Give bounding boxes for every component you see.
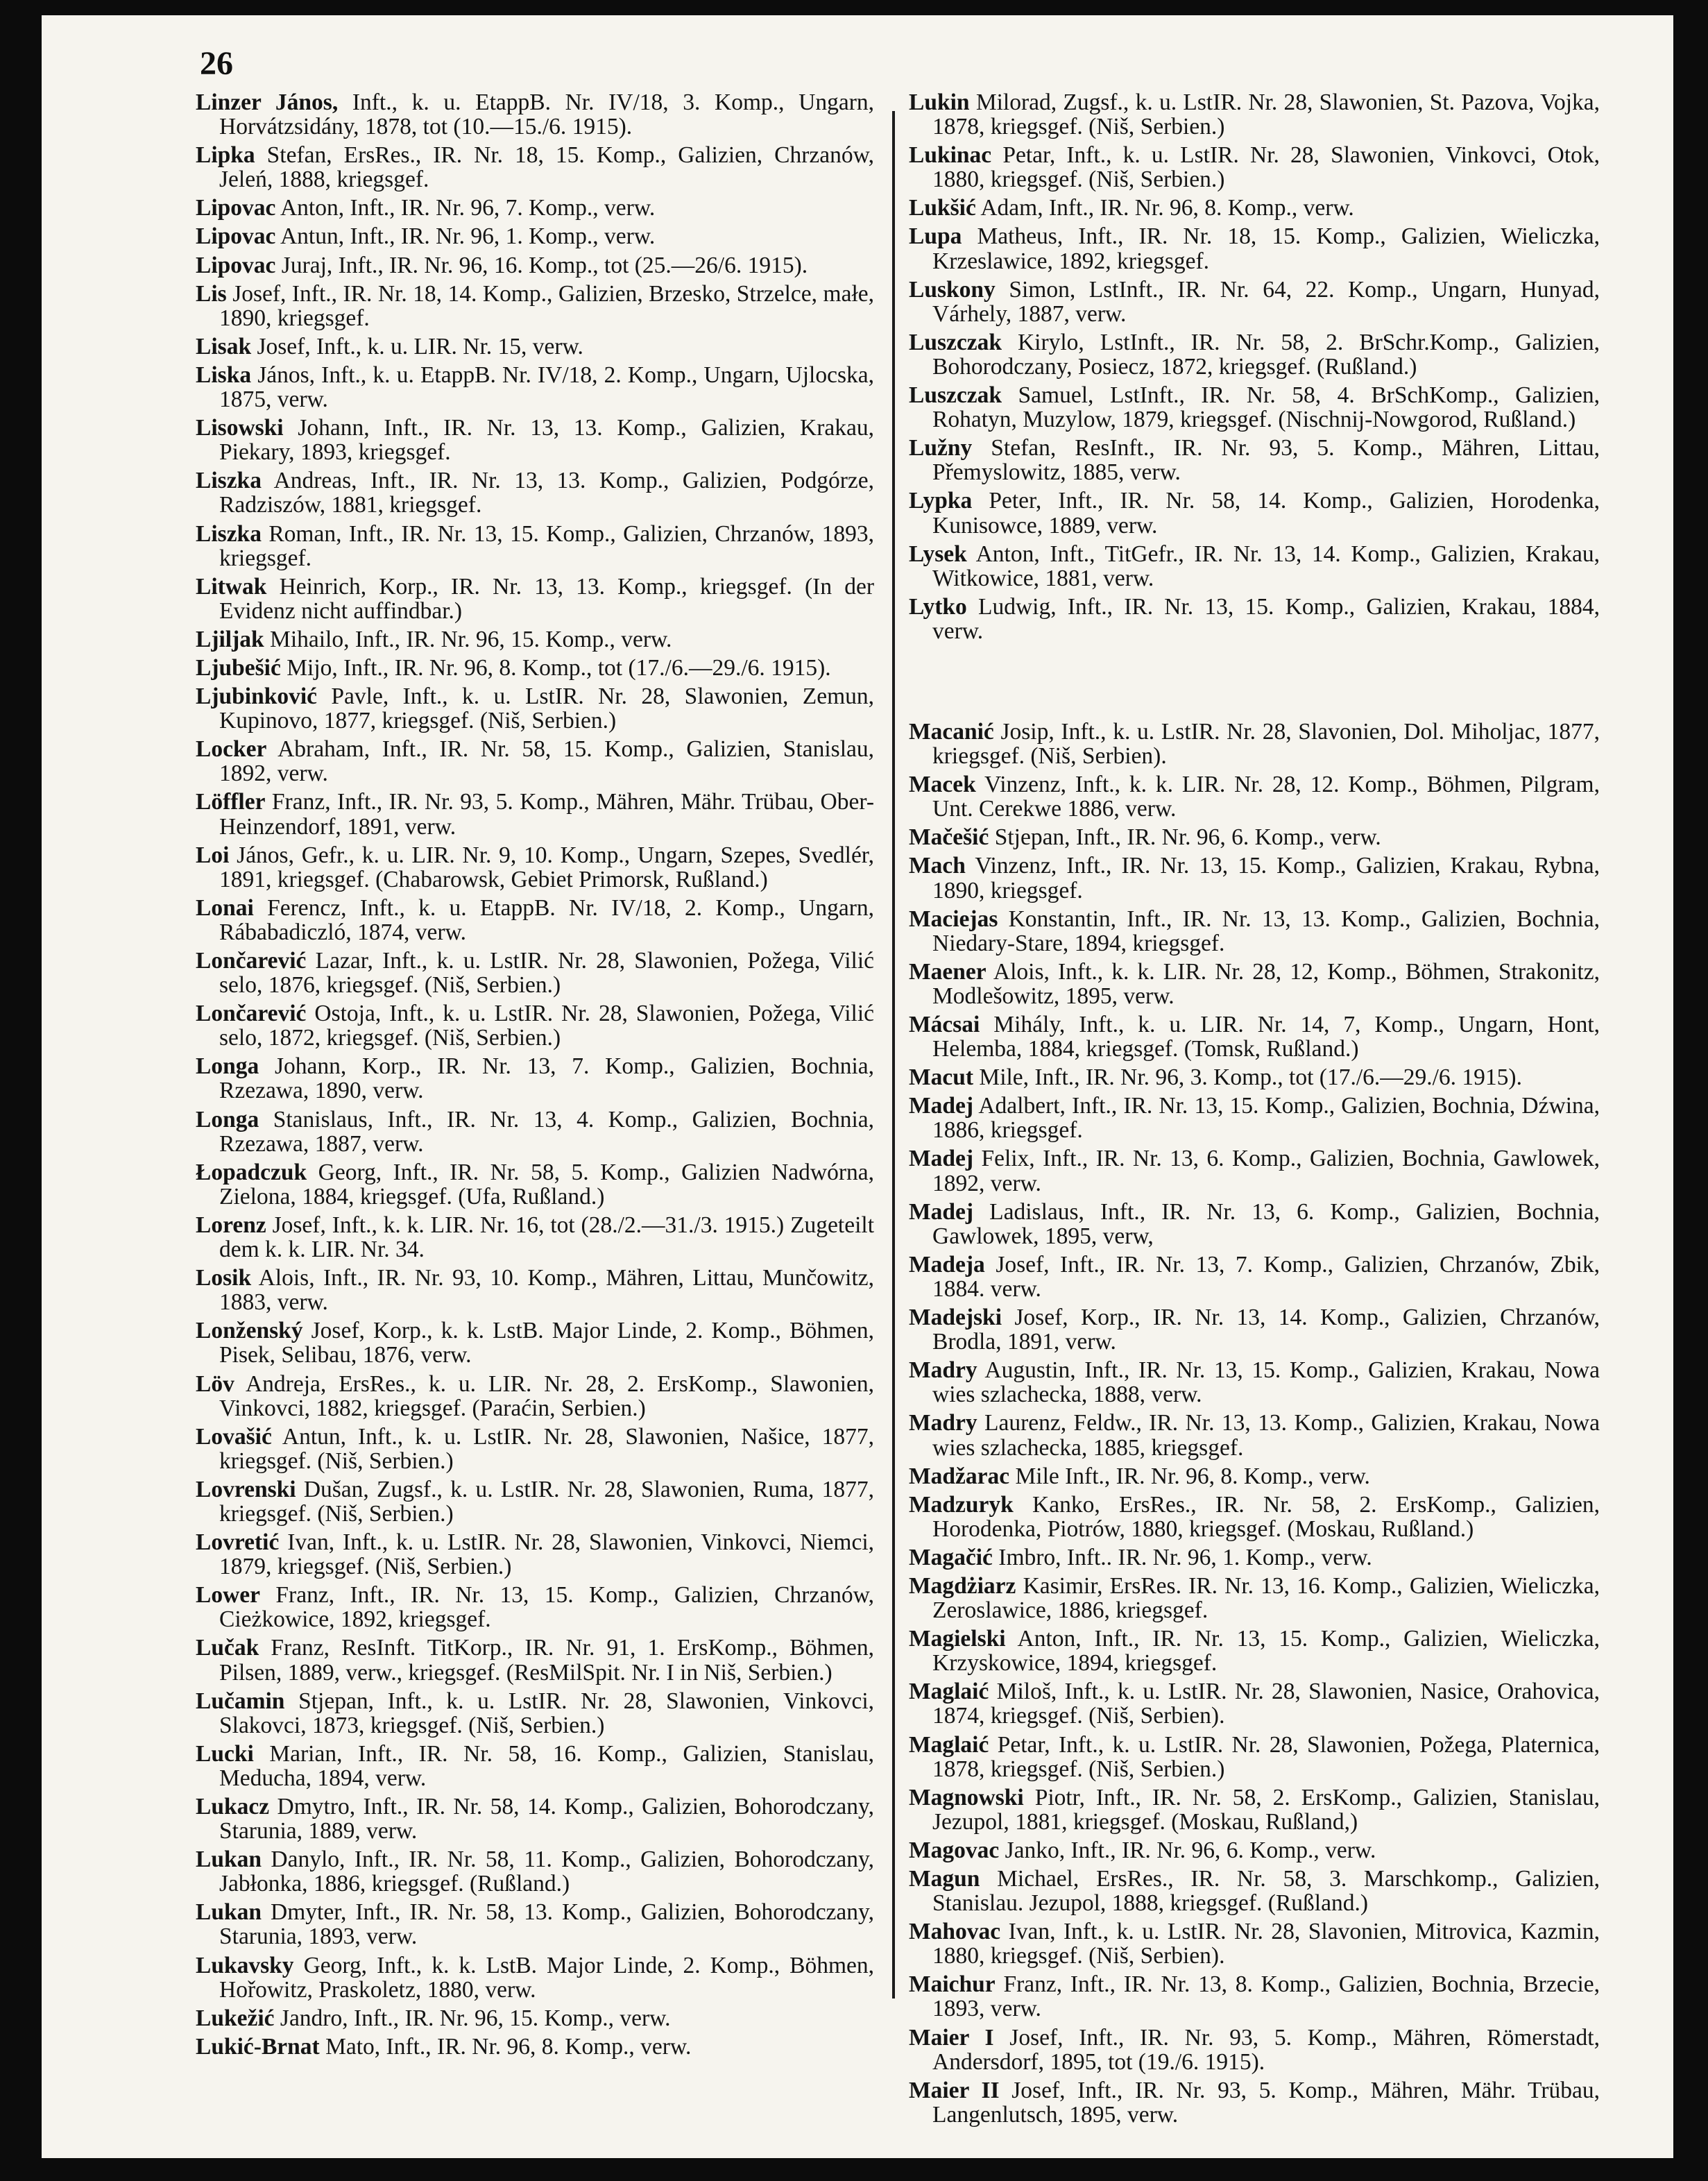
entry-details: Josef, Inft., IR. Nr. 93, 5. Komp., Mähren, Römerstadt, Andersdorf, 1895, tot (19./6. 1915). bbox=[932, 2024, 1600, 2075]
entry bbox=[196, 253, 874, 278]
entry-details: Juraj, Inft., IR. Nr. 96, 16. Komp., tot (25.—26/6. 1915). bbox=[281, 252, 808, 278]
entry-details: Piotr, Inft., IR. Nr. 58, 2. ErsKomp., Galizien, Stanislau, Jezupol, 1881, kriegsgef. (Moskau, Rußland,) bbox=[932, 1784, 1600, 1835]
entry-details: Ludwig, Inft., IR. Nr. 13, 15. Komp., Galizien, Krakau, 1884, verw. bbox=[932, 593, 1600, 644]
entry bbox=[909, 224, 1600, 273]
entry bbox=[909, 1785, 1600, 1834]
entry-details: Roman, Inft., IR. Nr. 13, 15. Komp., Galizien, Chrzanów, 1893, kriegsgef. bbox=[219, 520, 874, 571]
entry-details: Adalbert, Inft., IR. Nr. 13, 15. Komp., Galizien, Bochnia, Dźwina, 1886, kriegsgef. bbox=[932, 1093, 1600, 1144]
entry bbox=[196, 522, 874, 570]
entry bbox=[909, 1627, 1600, 1675]
entry-name: Lorenz bbox=[196, 1212, 266, 1238]
entry bbox=[909, 1464, 1600, 1488]
entry-details: Antun, Inft., IR. Nr. 96, 1. Komp., verw. bbox=[280, 223, 656, 250]
entry bbox=[909, 907, 1600, 956]
entry-name: Lis bbox=[196, 280, 227, 307]
entry-details: Mile, Inft., IR. Nr. 96, 3. Komp., tot (17./6.—29./6. 1915). bbox=[979, 1064, 1522, 1091]
entry-name: Madej bbox=[909, 1198, 974, 1225]
entry bbox=[196, 334, 874, 359]
entry-name: Longa bbox=[196, 1106, 259, 1132]
entry-details: Laurenz, Feldw., IR. Nr. 13, 13. Komp., Galizien, Krakau, Nowa wies szlachecka, 1885, kriegsgef. bbox=[932, 1410, 1600, 1461]
entry-details: Andreja, ErsRes., k. u. LIR. Nr. 28, 2. ErsKomp., Slawonien, Vinkovci, 1882, kriegsgef. (Paraćin, Serbien.) bbox=[219, 1370, 874, 1421]
entry-details: Josef, Inft., IR. Nr. 93, 5. Komp., Mähren, Mähr. Trübau, Langenlutsch, 1895, verw. bbox=[932, 2077, 1600, 2128]
entry-details: Mihály, Inft., k. u. LIR. Nr. 14, 7, Komp., Ungarn, Hont, Helemba, 1884, kriegsgef. (Tomsk, Rußland.) bbox=[932, 1012, 1600, 1062]
entry-name: Lytko bbox=[909, 593, 967, 620]
entry bbox=[909, 1574, 1600, 1622]
entry-name: Lukšić bbox=[909, 195, 976, 221]
entry-name: Lipka bbox=[196, 142, 255, 169]
entry-details: Inft., k. u. EtappB. Nr. IV/18, 3. Komp., Ungarn, Horvátzsidány, 1878, tot (10.—15./6. 1915). bbox=[219, 90, 875, 140]
entry-details: Georg, Inft., IR. Nr. 58, 5. Komp., Galizien Nadwórna, Zielona, 1884, kriegsgef. (Ufa, Rußland.) bbox=[219, 1159, 875, 1210]
entry bbox=[196, 1530, 874, 1579]
entry bbox=[196, 2006, 874, 2030]
entry-details: Alois, Inft., k. k. LIR. Nr. 28, 12, Komp., Böhmen, Strakonitz, Modlešowitz, 1895, verw. bbox=[932, 958, 1600, 1009]
entry-details: Mijo, Inft., IR. Nr. 96, 8. Komp., tot (17./6.—29./6. 1915). bbox=[287, 654, 831, 681]
entry bbox=[909, 1012, 1600, 1061]
entry-name: Liszka bbox=[196, 520, 262, 547]
column-divider bbox=[892, 111, 895, 1998]
entry-name: Löffler bbox=[196, 789, 266, 815]
entry-details: János, Gefr., k. u. LIR. Nr. 9, 10. Komp., Ungarn, Szepes, Svedlér, 1891, kriegsgef. (Chabarowsk, Gebiet Primorsk, Rußland.) bbox=[219, 842, 874, 892]
entry bbox=[196, 1108, 874, 1156]
entry-name: Macanić bbox=[909, 718, 994, 745]
entry bbox=[196, 143, 874, 192]
entry-name: Loi bbox=[196, 842, 230, 868]
entry-details: Kirylo, LstInft., IR. Nr. 58, 2. BrSchr.Komp., Galizien, Bohorodczany, Posiecz, 1872, kriegsgef. (Rußland.) bbox=[932, 329, 1600, 380]
entry-name: Mahovac bbox=[909, 1919, 1001, 1945]
entry-name: Ljiljak bbox=[196, 626, 264, 652]
entry-details: Ostoja, Inft., k. u. LstIR. Nr. 28, Slawonien, Požega, Vilić selo, 1872, kriegsgef. (Niš, Serbien.) bbox=[219, 1001, 874, 1051]
entry-details: Miloš, Inft., k. u. LstIR. Nr. 28, Slawonien, Nasice, Orahovica, 1874, kriegsgef. (Niš, Serbien). bbox=[932, 1679, 1600, 1729]
entry bbox=[909, 278, 1600, 326]
entry-details: Ivan, Inft., k. u. LstIR. Nr. 28, Slavonien, Mitrovica, Kazmin, 1880, kriegsgef. (Niš, Serbien). bbox=[932, 1919, 1600, 1969]
entry bbox=[909, 1733, 1600, 1781]
entry-details: Mile Inft., IR. Nr. 96, 8. Komp., verw. bbox=[1015, 1463, 1370, 1489]
entry-name: Maener bbox=[909, 958, 987, 985]
entry bbox=[196, 575, 874, 623]
entry bbox=[196, 196, 874, 220]
entry bbox=[909, 1358, 1600, 1407]
entry-name: Lipovac bbox=[196, 252, 276, 278]
entry-details: Stjepan, Inft., k. u. LstIR. Nr. 28, Slawonien, Vinkovci, Slakovci, 1873, kriegsgef. (Niš, Serbien.) bbox=[219, 1688, 875, 1738]
entry-details: Franz, Inft., IR. Nr. 13, 8. Komp., Galizien, Bochnia, Brzecie, 1893, verw. bbox=[932, 1971, 1600, 2022]
entry-name: Magovac bbox=[909, 1837, 1000, 1863]
entry-details: Adam, Inft., IR. Nr. 96, 8. Komp., verw. bbox=[980, 195, 1354, 221]
entry-details: Vinzenz, Inft., IR. Nr. 13, 15. Komp., Galizien, Krakau, Rybna, 1890, kriegsgef. bbox=[932, 853, 1600, 903]
entry-name: Madejski bbox=[909, 1305, 1002, 1331]
entry-details: Stefan, ErsRes., IR. Nr. 18, 15. Komp., Galizien, Chrzanów, Jeleń, 1888, kriegsgef. bbox=[219, 142, 874, 193]
entry-details: Matheus, Inft., IR. Nr. 18, 15. Komp., Galizien, Wieliczka, Krzeslawice, 1892, kriegsgef. bbox=[932, 223, 1600, 274]
entry bbox=[196, 1318, 874, 1367]
right-column-l-entries bbox=[909, 90, 1600, 643]
entry-name: Macut bbox=[909, 1064, 974, 1091]
entry bbox=[909, 595, 1600, 643]
entry-name: Litwak bbox=[196, 573, 267, 600]
entry-details: Pavle, Inft., k. u. LstIR. Nr. 28, Slawonien, Zemun, Kupinovo, 1877, kriegsgef. (Niš, Serbien.) bbox=[219, 684, 875, 734]
entry-details: Mato, Inft., IR. Nr. 96, 8. Komp., verw. bbox=[325, 2033, 692, 2060]
entry-name: Magdżiarz bbox=[909, 1572, 1016, 1599]
entry bbox=[196, 416, 874, 464]
entry-name: Macek bbox=[909, 772, 976, 798]
entry-name: Ljubešić bbox=[196, 654, 281, 681]
entry-name: Maier I bbox=[909, 2024, 994, 2051]
entry bbox=[196, 224, 874, 248]
entry-details: Abraham, Inft., IR. Nr. 58, 15. Komp., Galizien, Stanislau, 1892, verw. bbox=[219, 736, 875, 787]
entry-name: Lukežić bbox=[196, 2005, 275, 2031]
entry-details: Heinrich, Korp., IR. Nr. 13, 13. Komp., kriegsgef. (In der Evidenz nicht auffindbar.) bbox=[219, 573, 875, 624]
entry-name: Losik bbox=[196, 1265, 252, 1291]
entry bbox=[196, 1477, 874, 1526]
entry-name: Madžarac bbox=[909, 1463, 1010, 1489]
entry-name: Madzuryk bbox=[909, 1491, 1014, 1518]
entry-name: Lužny bbox=[909, 435, 973, 461]
entry-name: Luskony bbox=[909, 276, 996, 303]
entry bbox=[909, 383, 1600, 432]
entry-details: Janko, Inft., IR. Nr. 96, 6. Komp., verw. bbox=[1005, 1837, 1376, 1863]
scan-border-left bbox=[0, 0, 42, 2181]
entry-details: Stefan, ResInft., IR. Nr. 93, 5. Komp., Mähren, Littau, Přemyslowitz, 1885, verw. bbox=[932, 435, 1600, 486]
entry-name: Lisowski bbox=[196, 415, 284, 441]
entry-name: Liszka bbox=[196, 468, 262, 494]
entry-name: Lonai bbox=[196, 894, 254, 921]
entry-name: Maier II bbox=[909, 2077, 1000, 2103]
entry-name: Madry bbox=[909, 1357, 977, 1384]
entry-details: Franz, Inft., IR. Nr. 13, 15. Komp., Galizien, Chrzanów, Cieżkowice, 1892, kriegsgef. bbox=[219, 1582, 875, 1633]
entry bbox=[909, 1253, 1600, 1301]
entry-name: Lukan bbox=[196, 1899, 262, 1926]
entry-details: Milorad, Zugsf., k. u. LstIR. Nr. 28, Slawonien, St. Pazova, Vojka, 1878, kriegsgef. (Niš, Serbien.) bbox=[932, 90, 1600, 140]
entry-name: Ljubinković bbox=[196, 684, 318, 710]
entry bbox=[196, 843, 874, 892]
entry-details: Danylo, Inft., IR. Nr. 58, 11. Komp., Galizien, Bohorodczany, Jabłonka, 1886, kriegsgef. (Rußland.) bbox=[219, 1847, 874, 1897]
entry-details: Mihailo, Inft., IR. Nr. 96, 15. Komp., verw. bbox=[270, 626, 672, 652]
entry-details: Alois, Inft., IR. Nr. 93, 10. Komp., Mähren, Littau, Munčowitz, 1883, verw. bbox=[219, 1265, 874, 1316]
entry bbox=[196, 684, 874, 733]
entry bbox=[196, 1054, 874, 1103]
entry-details: Felix, Inft., IR. Nr. 13, 6. Komp., Galizien, Bochnia, Gawlowek, 1892, verw. bbox=[932, 1146, 1600, 1196]
entry bbox=[909, 1146, 1600, 1195]
entry-details: János, Inft., k. u. EtappB. Nr. IV/18, 2. Komp., Ungarn, Ujlocska, 1875, verw. bbox=[219, 362, 874, 413]
entry-name: Mačešić bbox=[909, 824, 989, 851]
entry bbox=[196, 2035, 874, 2059]
entry-name: Lučamin bbox=[196, 1688, 285, 1714]
entry-details: Michael, ErsRes., IR. Nr. 58, 3. Marschkomp., Galizien, Stanislau. Jezupol, 1888, kriegsgef. (Rußland.) bbox=[932, 1866, 1600, 1917]
entry-name: Lovrenski bbox=[196, 1476, 296, 1502]
entry-details: Petar, Inft., k. u. LstIR. Nr. 28, Slawonien, Vinkovci, Otok, 1880, kriegsgef. (Niš, Serbien.) bbox=[932, 142, 1600, 193]
entry-name: Magačić bbox=[909, 1544, 993, 1570]
page-number: 26 bbox=[200, 45, 233, 82]
entry-name: Lovašić bbox=[196, 1423, 272, 1450]
entry bbox=[909, 90, 1600, 139]
entry bbox=[909, 1493, 1600, 1541]
entry-details: Augustin, Inft., IR. Nr. 13, 15. Komp., Galizien, Krakau, Nowa wies szlachecka, 1888, verw. bbox=[932, 1357, 1600, 1408]
entry-name: Mácsai bbox=[909, 1012, 980, 1037]
entry-details: Samuel, LstInft., IR. Nr. 58, 4. BrSchKomp., Galizien, Rohatyn, Muzylow, 1879, kriegsgef. (Nischnij-Nowgorod, Rußland.) bbox=[932, 382, 1600, 433]
entry bbox=[909, 854, 1600, 902]
entry-details: Josip, Inft., k. u. LstIR. Nr. 28, Slavonien, Dol. Miholjac, 1877, kriegsgef. (Niš, Serbien). bbox=[932, 718, 1600, 770]
entry-details: Jandro, Inft., IR. Nr. 96, 15. Komp., verw. bbox=[280, 2005, 671, 2031]
right-column-m-entries bbox=[909, 720, 1600, 2127]
entry bbox=[909, 1411, 1600, 1459]
entry-name: Madej bbox=[909, 1146, 974, 1172]
entry-name: Lysek bbox=[909, 541, 967, 567]
entry-name: Lisak bbox=[196, 333, 252, 359]
entry-details: Ivan, Inft., k. u. LstIR. Nr. 28, Slawonien, Vinkovci, Niemci, 1879, kriegsgef. (Niš, Serbien.) bbox=[219, 1529, 875, 1580]
entry-details: Franz, ResInft. TitKorp., IR. Nr. 91, 1. ErsKomp., Böhmen, Pilsen, 1889, verw., kriegsgef. (ResMilSpit. Nr. I in Niš, Serbien.) bbox=[219, 1635, 875, 1686]
entry-details: Josef, Inft., IR. Nr. 18, 14. Komp., Galizien, Brzesko, Strzelce, małe, 1890, kriegsgef. bbox=[219, 280, 874, 331]
entry-name: Lukacz bbox=[196, 1794, 270, 1819]
entry-details: Petar, Inft., k. u. LstIR. Nr. 28, Slawonien, Požega, Platernica, 1878, kriegsgef. (Niš, Serbien.) bbox=[932, 1731, 1600, 1782]
entry bbox=[909, 2078, 1600, 2127]
entry bbox=[909, 196, 1600, 220]
entry-details: Ferencz, Inft., k. u. EtappB. Nr. IV/18, 2. Komp., Ungarn, Rábabadiczló, 1874, verw. bbox=[219, 894, 874, 945]
entry bbox=[196, 1847, 874, 1896]
entry-name: Lovretić bbox=[196, 1529, 280, 1556]
left-column bbox=[196, 90, 874, 2063]
entry-name: Lupa bbox=[909, 223, 962, 250]
section-gap bbox=[909, 647, 1600, 720]
entry bbox=[196, 1001, 874, 1050]
entry bbox=[909, 2026, 1600, 2074]
entry-details: Stanislaus, Inft., IR. Nr. 13, 4. Komp., Galizien, Bochnia, Rzezawa, 1887, verw. bbox=[219, 1106, 874, 1157]
entry-name: Maichur bbox=[909, 1971, 996, 1998]
entry bbox=[196, 1425, 874, 1473]
scan-border-right bbox=[1673, 0, 1708, 2181]
entry-details: Dmytro, Inft., IR. Nr. 58, 14. Komp., Galizien, Bohorodczany, Starunia, 1889, verw. bbox=[219, 1794, 874, 1844]
entry-name: Luszczak bbox=[909, 382, 1002, 409]
entry-name: Madej bbox=[909, 1093, 974, 1119]
entry-name: Łopadczuk bbox=[196, 1159, 307, 1185]
entry-details: Johann, Korp., IR. Nr. 13, 7. Komp., Galizien, Bochnia, Rzezawa, 1890, verw. bbox=[219, 1053, 875, 1104]
entry bbox=[196, 896, 874, 944]
entry bbox=[196, 468, 874, 517]
entry bbox=[909, 489, 1600, 537]
entry bbox=[196, 1372, 874, 1420]
entry bbox=[196, 1160, 874, 1209]
entry-details: Kanko, ErsRes., IR. Nr. 58, 2. ErsKomp., Galizien, Horodenka, Piotrów, 1880, kriegsgef. (Moskau, Rußland.) bbox=[932, 1491, 1600, 1542]
entry-details: Georg, Inft., k. k. LstB. Major Linde, 2. Komp., Böhmen, Hořowitz, Praskoletz, 1880, verw. bbox=[219, 1952, 875, 2003]
entry-name: Maglaić bbox=[909, 1679, 989, 1705]
scan-border-bottom bbox=[0, 2158, 1708, 2181]
entry bbox=[909, 436, 1600, 484]
entry bbox=[909, 330, 1600, 379]
entry-name: Magielski bbox=[909, 1626, 1006, 1652]
entry-name: Lukan bbox=[196, 1847, 262, 1873]
entry-details: Marian, Inft., IR. Nr. 58, 16. Komp., Galizien, Stanislau, Meducha, 1894, verw. bbox=[219, 1740, 874, 1791]
entry bbox=[196, 790, 874, 838]
entry-name: Lipovac bbox=[196, 223, 276, 250]
entry-details: Anton, Inft., TitGefr., IR. Nr. 13, 14. Komp., Galizien, Krakau, Witkowice, 1881, verw. bbox=[932, 541, 1600, 591]
entry bbox=[909, 143, 1600, 192]
entry bbox=[196, 737, 874, 786]
entry-details: Anton, Inft., IR. Nr. 13, 15. Komp., Galizien, Wieliczka, Krzyskowice, 1894, kriegsgef. bbox=[932, 1626, 1600, 1677]
entry-name: Maciejas bbox=[909, 906, 998, 932]
entry-details: Anton, Inft., IR. Nr. 96, 7. Komp., verw. bbox=[280, 195, 656, 221]
entry bbox=[909, 1972, 1600, 2021]
entry bbox=[196, 949, 874, 997]
entry-name: Liska bbox=[196, 362, 252, 388]
scan-border-top bbox=[0, 0, 1708, 15]
entry-details: Josef, Inft., k. u. LIR. Nr. 15, verw. bbox=[257, 333, 583, 359]
entry bbox=[909, 1867, 1600, 1915]
entry-details: Kasimir, ErsRes. IR. Nr. 13, 16. Komp., Galizien, Wieliczka, Zeroslawice, 1886, kriegsgef. bbox=[932, 1572, 1600, 1624]
entry-name: Locker bbox=[196, 736, 267, 763]
entry-name: Lypka bbox=[909, 488, 973, 514]
entry bbox=[196, 1266, 874, 1314]
entry-details: Simon, LstInft., IR. Nr. 64, 22. Komp., Ungarn, Hunyad, Várhely, 1887, verw. bbox=[932, 276, 1600, 327]
entry-name: Lower bbox=[196, 1582, 261, 1609]
entry-name: Mach bbox=[909, 853, 966, 879]
entry bbox=[196, 627, 874, 652]
entry-name: Maglaić bbox=[909, 1731, 989, 1758]
entry bbox=[196, 1742, 874, 1790]
entry-details: Josef, Korp., k. k. LstB. Major Linde, 2. Komp., Böhmen, Pisek, Selibau, 1876, verw. bbox=[219, 1318, 874, 1368]
entry-name: Madry bbox=[909, 1410, 977, 1436]
entry-name: Lukin bbox=[909, 90, 970, 115]
entry-details: Imbro, Inft.. IR. Nr. 96, 1. Komp., verw. bbox=[998, 1544, 1372, 1570]
entry-name: Madeja bbox=[909, 1251, 985, 1278]
entry bbox=[196, 656, 874, 680]
entry bbox=[909, 1919, 1600, 1968]
entry-name: Lonženský bbox=[196, 1318, 303, 1344]
entry-name: Magun bbox=[909, 1866, 980, 1892]
entry bbox=[909, 542, 1600, 591]
entry-name: Lučak bbox=[196, 1635, 259, 1661]
entry-details: Vinzenz, Inft., k. k. LIR. Nr. 28, 12. Komp., Böhmen, Pilgram, Unt. Cerekwe 1886, verw. bbox=[932, 772, 1600, 822]
entry-details: Dušan, Zugsf., k. u. LstIR. Nr. 28, Slawonien, Ruma, 1877, kriegsgef. (Niš, Serbien.) bbox=[219, 1476, 875, 1527]
entry-name: Linzer János, bbox=[196, 90, 339, 115]
entry-name: Luszczak bbox=[909, 329, 1002, 355]
entry bbox=[196, 1794, 874, 1843]
entry-name: Lukavsky bbox=[196, 1952, 294, 1978]
entry-details: Stjepan, Inft., IR. Nr. 96, 6. Komp., verw. bbox=[994, 824, 1381, 851]
entry-name: Lončarević bbox=[196, 948, 307, 974]
entry bbox=[909, 960, 1600, 1008]
entry-name: Longa bbox=[196, 1053, 259, 1080]
entry bbox=[196, 1900, 874, 1949]
entry-details: Lazar, Inft., k. u. LstIR. Nr. 28, Slawonien, Požega, Vilić selo, 1876, kriegsgef. (Niš, Serbien.) bbox=[219, 948, 875, 999]
entry bbox=[196, 1636, 874, 1684]
entry-details: Josef, Inft., k. k. LIR. Nr. 16, tot (28./2.—31./3. 1915.) Zugeteilt dem k. k. LIR. Nr. 34. bbox=[219, 1212, 875, 1263]
entry bbox=[909, 825, 1600, 849]
entry bbox=[909, 720, 1600, 768]
entry-name: Lucki bbox=[196, 1740, 254, 1767]
entry-name: Lukinac bbox=[909, 142, 992, 169]
entry bbox=[196, 1213, 874, 1262]
entry-details: Peter, Inft., IR. Nr. 58, 14. Komp., Galizien, Horodenka, Kunisowce, 1889, verw. bbox=[932, 488, 1600, 538]
entry bbox=[909, 1679, 1600, 1728]
entry bbox=[196, 282, 874, 330]
entry bbox=[196, 1953, 874, 2002]
entry bbox=[909, 1545, 1600, 1570]
entry-name: Lukić-Brnat bbox=[196, 2033, 320, 2060]
entry-details: Ladislaus, Inft., IR. Nr. 13, 6. Komp., Galizien, Bochnia, Gawlowek, 1895, verw, bbox=[932, 1198, 1600, 1249]
entry-name: Lipovac bbox=[196, 195, 276, 221]
entry-name: Lončarević bbox=[196, 1001, 307, 1027]
entry-details: Josef, Inft., IR. Nr. 13, 7. Komp., Galizien, Chrzanów, Zbik, 1884. verw. bbox=[932, 1251, 1600, 1302]
entry bbox=[196, 1689, 874, 1738]
entry-details: Johann, Inft., IR. Nr. 13, 13. Komp., Galizien, Krakau, Piekary, 1893, kriegsgef. bbox=[219, 415, 874, 466]
entry-details: Konstantin, Inft., IR. Nr. 13, 13. Komp., Galizien, Bochnia, Niedary-Stare, 1894, kriegsgef. bbox=[932, 906, 1600, 956]
entry bbox=[909, 1200, 1600, 1248]
entry-name: Magnowski bbox=[909, 1784, 1024, 1810]
entry bbox=[909, 1305, 1600, 1354]
entry-details: Antun, Inft., k. u. LstIR. Nr. 28, Slawonien, Našice, 1877, kriegsgef. (Niš, Serbien.) bbox=[219, 1423, 874, 1474]
entry bbox=[909, 772, 1600, 821]
entry-details: Dmyter, Inft., IR. Nr. 58, 13. Komp., Galizien, Bohorodczany, Starunia, 1893, verw. bbox=[219, 1899, 875, 1950]
entry bbox=[196, 363, 874, 411]
entry-details: Andreas, Inft., IR. Nr. 13, 13. Komp., Galizien, Podgórze, Radziszów, 1881, kriegsgef. bbox=[219, 468, 874, 518]
entry bbox=[196, 1583, 874, 1631]
entry bbox=[909, 1838, 1600, 1862]
entry-details: Franz, Inft., IR. Nr. 93, 5. Komp., Mähren, Mähr. Trübau, Ober-Heinzendorf, 1891, verw. bbox=[219, 789, 874, 840]
entry bbox=[196, 90, 874, 139]
entry bbox=[909, 1094, 1600, 1142]
entry bbox=[909, 1065, 1600, 1089]
right-column bbox=[909, 90, 1600, 2131]
entry-details: Josef, Korp., IR. Nr. 13, 14. Komp., Galizien, Chrzanów, Brodla, 1891, verw. bbox=[932, 1305, 1600, 1355]
entry-name: Löv bbox=[196, 1370, 234, 1397]
